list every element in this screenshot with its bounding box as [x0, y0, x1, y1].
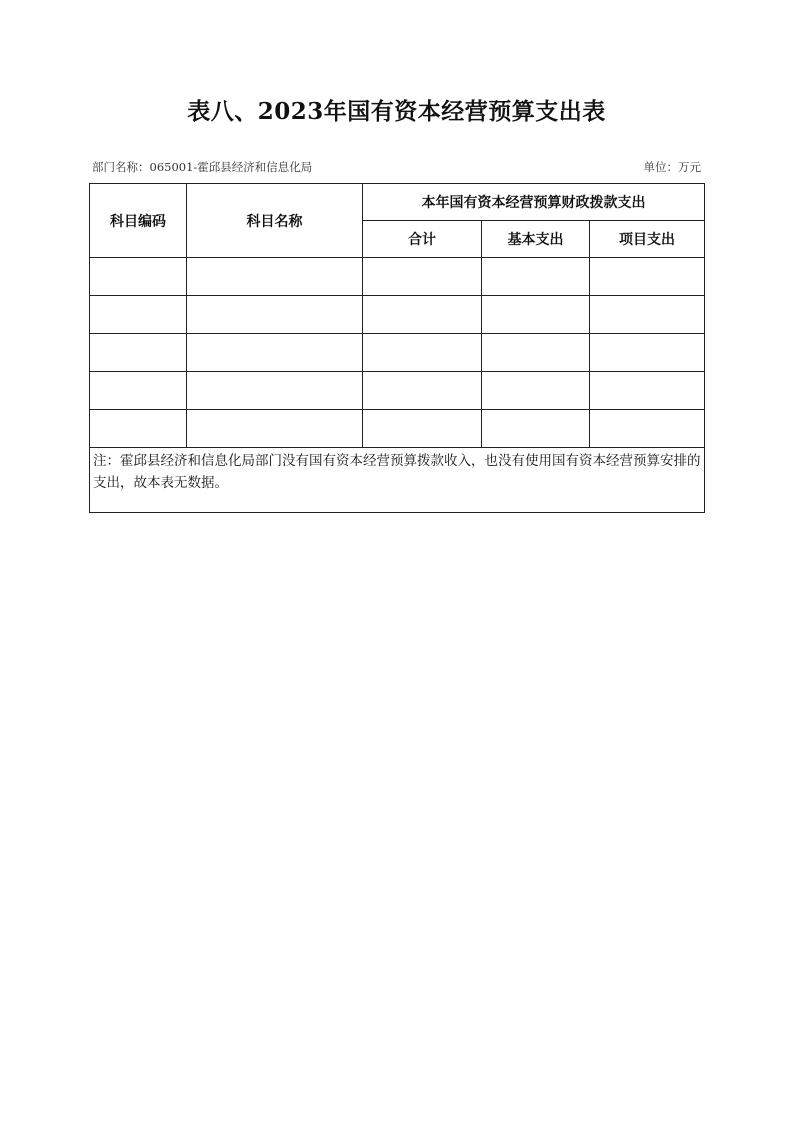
table-row	[90, 334, 705, 372]
cell-name	[187, 296, 363, 334]
cell-total	[363, 372, 482, 410]
note-row	[90, 448, 705, 513]
cell-project	[590, 296, 705, 334]
cell-basic	[482, 334, 590, 372]
department-label: 部门名称：065001-霍邱县经济和信息化局	[92, 160, 313, 174]
unit-label: 单位：万元	[643, 160, 701, 174]
cell-total	[363, 334, 482, 372]
header-subject-code: 科目编码	[90, 184, 187, 258]
page-title: 表八、2023年国有资本经营预算支出表	[187, 98, 606, 125]
header-project-expenditure: 项目支出	[590, 221, 705, 258]
table-row	[90, 296, 705, 334]
table-row	[90, 410, 705, 448]
cell-project	[590, 334, 705, 372]
header-subject-name: 科目名称	[187, 184, 363, 258]
cell-basic	[482, 296, 590, 334]
budget-table	[89, 183, 705, 513]
table-note: 注：霍邱县经济和信息化局部门没有国有资本经营预算拨款收入，也没有使用国有资本经营预算安排的支出，故本表无数据。	[90, 448, 705, 513]
cell-name	[187, 334, 363, 372]
cell-code	[90, 258, 187, 296]
cell-code	[90, 296, 187, 334]
cell-project	[590, 258, 705, 296]
cell-code	[90, 372, 187, 410]
header-basic-expenditure: 基本支出	[482, 221, 590, 258]
cell-code	[90, 410, 187, 448]
header-total: 合计	[363, 221, 482, 258]
cell-name	[187, 410, 363, 448]
cell-name	[187, 372, 363, 410]
cell-name	[187, 258, 363, 296]
header-row-1	[90, 184, 705, 221]
cell-basic	[482, 258, 590, 296]
cell-project	[590, 410, 705, 448]
table-row	[90, 258, 705, 296]
cell-total	[363, 296, 482, 334]
cell-project	[590, 372, 705, 410]
cell-basic	[482, 372, 590, 410]
header-expenditure-group: 本年国有资本经营预算财政拨款支出	[363, 184, 705, 221]
cell-code	[90, 334, 187, 372]
cell-basic	[482, 410, 590, 448]
cell-total	[363, 410, 482, 448]
cell-total	[363, 258, 482, 296]
table-row	[90, 372, 705, 410]
